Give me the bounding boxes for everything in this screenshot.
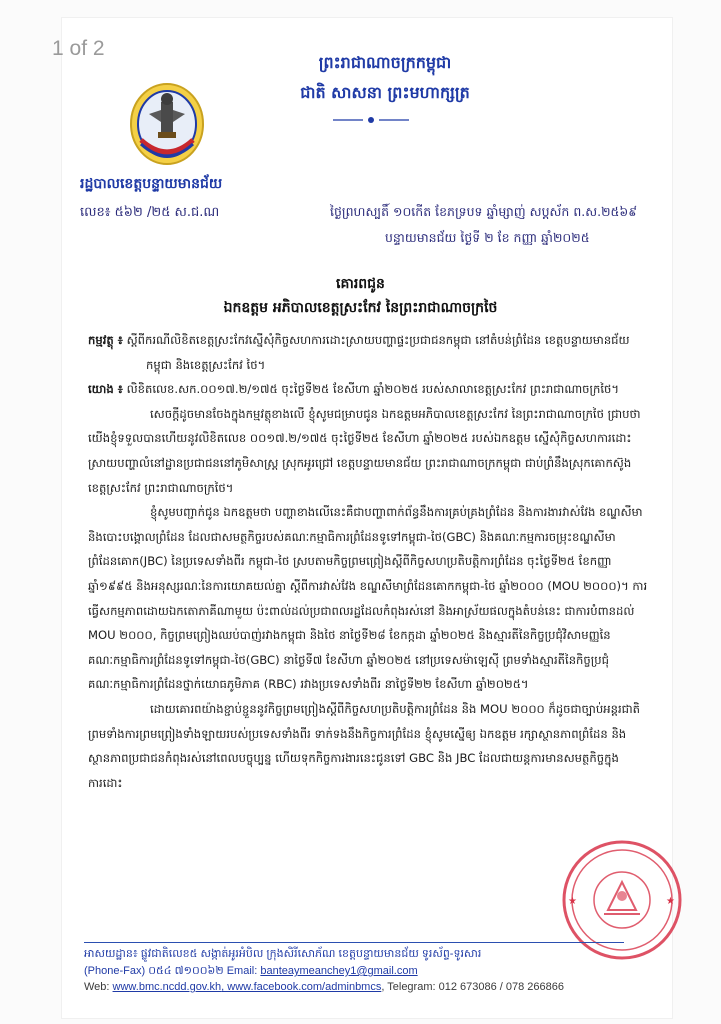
place-and-date: បន្ទាយមានជ័យ ថ្ងៃទី ២ ខែ កញ្ញា ឆ្នាំ២០២៥	[385, 230, 590, 245]
issuing-organization: រដ្ឋបាលខេត្តបន្ទាយមានជ័យ	[80, 176, 223, 192]
footer-contact	[84, 964, 664, 980]
lunar-date: ថ្ងៃព្រហស្បតិ៍ ១០កើត ខែភទ្របទ ឆ្នាំម្សាញ់ សប្តស័ក ព.ស.២៥៦៩	[330, 204, 638, 219]
subject-text: ស្តីពីករណីលិខិតខេត្តស្រះកែវស្នើសុំកិច្ចសហការដោះស្រាយបញ្ហាផ្ទះប្រជាជនកម្ពុជា នៅតំបន់ព្រំដែន ខេត្តបន្ទាយមានជ័យ កម្ពុជា និងខេត្តស្រះកែវ ថៃ។	[126, 333, 630, 372]
footer-website-link[interactable]: www.bmc.ncdd.gov.kh	[112, 981, 222, 993]
subject-label: កម្មវត្ថុ ៖	[88, 333, 123, 347]
addressee-recipient: ឯកឧត្តម អភិបាលខេត្តស្រះកែវ នៃព្រះរាជាណាចក្រថៃ	[223, 300, 498, 316]
official-seal-stamp	[560, 838, 684, 962]
svg-text:★: ★	[666, 896, 675, 907]
reference-text: លិខិតលេខ.សក.០០១៧.២/១៧៥ ចុះថ្ងៃទី២៥ ខែសីហា ឆ្នាំ២០២៥ របស់សាលាខេត្តស្រះកែវ ព្រះរាជាណាចក្រថៃ។	[126, 382, 620, 397]
footer-facebook-link[interactable]: , www.facebook.com/adminbmcs	[221, 981, 382, 993]
kingdom-heading: ព្រះរាជាណាចក្រកម្ពុជា	[318, 53, 452, 72]
footer-address: អាសយដ្ឋាន៖ ផ្លូវជាតិលេខ៥ សង្កាត់អូរអំបិល ក្រុងសិរីសោភ័ណ ខេត្តបន្ទាយមានជ័យ ទូរស័ព្ទ-ទូរសារ	[84, 948, 482, 960]
subject-line	[88, 328, 648, 377]
page-indicator: 1 of 2	[52, 37, 105, 60]
addressee-title: គោរពជូន	[336, 276, 385, 292]
footer-divider	[84, 942, 624, 943]
reference-label: យោង ៖	[88, 382, 123, 397]
letter-body	[88, 328, 648, 795]
footer-telegram: , Telegram: 012 673086 / 078 266866	[381, 981, 565, 993]
footer-phone-fax: (Phone-Fax) ០៥៤ ៧១០០៦២ Email:	[84, 965, 258, 977]
body-paragraph-3: ដោយគោរពយ៉ាងខ្ជាប់ខ្ជួននូវកិច្ចព្រមព្រៀងស្តីពីកិច្ចសហប្រតិបត្តិការព្រំដែន និង MOU ២០០០ ក៏ដូចជាច្បាប់អន្តរជាតិ ព្រមទាំងការព្រមព្រៀងទាំងឡាយរបស់ប្រទេសទាំងពីរ ទាក់ទងនឹងកិច្ចការព្រំដែន ខ្ញុំសូមស្នើឲ្យ ឯកឧត្តម រក្សាស្ថានភាពព្រំដែន និងស្ថានភាពប្រជាជនកំពុងរស់នៅពេលបច្ចុប្បន្ន ហើយទុកកិច្ចការងារនេះជូនទៅ GBC និង JBC ដែលជាយន្តការមានសមត្ថកិច្ចក្នុងការដោះ	[88, 701, 641, 790]
footer-email-link[interactable]: banteaymeanchey1@gmail.com	[260, 965, 418, 977]
reference-line	[88, 377, 648, 402]
national-motto: ជាតិ សាសនា ព្រះមហាក្សត្រ	[300, 83, 470, 102]
reference-number: លេខ៖ ៥៦២ /២៥ ស.ជ.ណ	[80, 205, 220, 220]
footer-web	[84, 981, 664, 993]
body-paragraph-1: សេចក្តីដូចមានចែងក្នុងកម្មវត្ថុខាងលើ ខ្ញុំសូមជម្រាបជូន ឯកឧត្តមអភិបាលខេត្តស្រះកែវ នៃព្រះរាជាណាចក្រថៃ ជ្រាបថា យើងខ្ញុំទទួលបានហើយនូវលិខិតលេខ ០០១៧.២/១៧៥ ចុះថ្ងៃទី២៥ ខែសីហា ឆ្នាំ២០២៥ របស់ឯកឧត្តម ស្នើសុំកិច្ចសហការដោះស្រាយបញ្ហាលំនៅដ្ឋានប្រជាជននៅភូមិសាស្ត្រ ស្រុកអូរជ្រៅ ខេត្តបន្ទាយមានជ័យ ព្រះរាជាណាចក្រកម្ពុជា ជាប់ព្រំនឹងស្រុកគោកស៊ូង ខេត្តស្រះកែវ ព្រះរាជាណាចក្រថៃ។	[88, 406, 641, 495]
svg-text:★: ★	[568, 896, 577, 907]
body-paragraph-2: ខ្ញុំសូមបញ្ជាក់ជូន ឯកឧត្តមថា បញ្ហាខាងលើនេះគឺជាបញ្ហាពាក់ព័ន្ធនឹងការគ្រប់គ្រងព្រំដែន និងការងារវាស់វែង ខណ្ឌសីមានិងបោះបង្គោលព្រំដែន ដែលជាសមត្ថកិច្ចរបស់គណៈកម្មាធិការព្រំដែនទូទៅកម្ពុជា-ថៃ(GBC) និងគណៈកម្មការចម្រុះខណ្ឌសីមាព្រំដែនគោក(JBC) នៃប្រទេសទាំងពីរ កម្ពុជា-ថៃ ស្របតាមកិច្ចព្រមព្រៀងស្តីពីកិច្ចសហប្រតិបត្តិការព្រំដែន ចុះថ្ងៃទី២៥ ខែកញ្ញា ឆ្នាំ១៩៩៥ និងអនុស្សរណៈនៃការយោគយល់គ្នា ស្តីពីការវាស់វែង ខណ្ឌសីមាព្រំដែនគោកកម្ពុជា-ថៃ ឆ្នាំ២០០០ (MOU ២០០០)។ ការធ្វើសកម្មភាពដោយឯកតោភាគីណាមួយ ប៉ះពាល់ដល់ប្រជាពលរដ្ឋដែលកំពុងរស់នៅ និងអាស្រ័យផលក្នុងតំបន់នេះ ជាការបំពានដល់ MOU ២០០០, កិច្ចព្រមព្រៀងឈប់បាញ់រវាងកម្ពុជា និងថៃ នាថ្ងៃទី២៨ ខែកក្កដា ឆ្នាំ២០២៥ និងស្មារតីនៃកិច្ចប្រជុំវិសាមញ្ញនៃគណៈកម្មាធិការព្រំដែនទូទៅកម្ពុជា-ថៃ(GBC) នាថ្ងៃទី៧ ខែសីហា ឆ្នាំ២០២៥ នៅប្រទេសម៉ាឡេស៊ី ព្រមទាំងស្មារតីនៃកិច្ចប្រជុំគណៈកម្មាធិការព្រំដែនថ្នាក់យោធភូមិភាគ (RBC) រវាងប្រទេសទាំងពីរ នាថ្ងៃទី២២ ខែសីហា ឆ្នាំ២០២៥។	[88, 505, 648, 692]
footer-web-label: Web:	[84, 981, 110, 993]
header-ornament	[333, 116, 409, 124]
provincial-emblem-logo	[127, 82, 207, 168]
